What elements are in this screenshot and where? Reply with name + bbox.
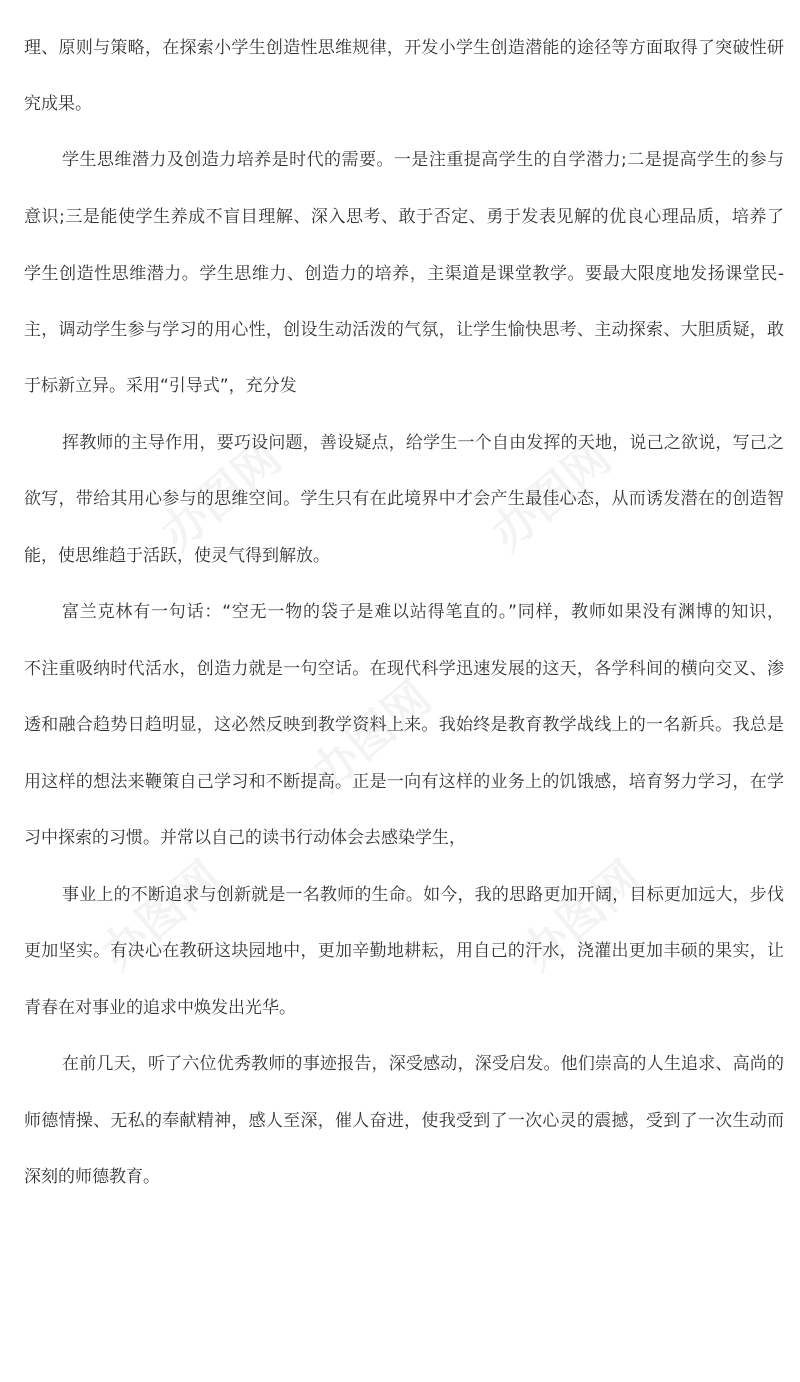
text-line: 不注重吸纳时代活水，创造力就是一句空话。在现代科学迅速发展的这天，各学科间的横向交叉、渗	[24, 659, 784, 679]
text-line: 能，使思维趋于活跃，使灵气得到解放。	[24, 546, 330, 566]
text-line: 习中探索的习惯。并常以自己的读书行动体会去感染学生，	[24, 828, 466, 848]
text-line: 富兰克林有一句话：“空无一物的袋子是难以站得笔直的。”同样，教师如果没有渊博的知识，	[62, 602, 784, 622]
text-line: 究成果。	[24, 94, 92, 114]
text-line: 深刻的师德教育。	[24, 1167, 160, 1187]
text-line: 用这样的想法来鞭策自己学习和不断提高。正是一向有这样的业务上的饥饿感，培育努力学习，在学	[24, 772, 784, 792]
text-line: 于标新立异。采用“引导式”，充分发	[24, 376, 297, 396]
text-line: 透和融合趋势日趋明显，这必然反映到教学资料上来。我始终是教育教学战线上的一名新兵。我总是	[24, 715, 784, 735]
text-line: 理、原则与策略，在探索小学生创造性思维规律，开发小学生创造潜能的途径等方面取得了突破性研	[24, 38, 784, 58]
text-line: 师德情操、无私的奉献精神，感人至深，催人奋进，使我受到了一次心灵的震撼，受到了一次生动而	[24, 1111, 784, 1131]
text-line: 学生思维潜力及创造力培养是时代的需要。一是注重提高学生的自学潜力;二是提高学生的参与	[62, 150, 784, 170]
text-line: 主，调动学生参与学习的用心性，创设生动活泼的气氛，让学生愉快思考、主动探索、大胆质疑，敢	[24, 320, 784, 340]
text-line: 更加坚实。有决心在教研这块园地中，更加辛勤地耕耘，用自己的汗水，浇灌出更加丰硕的果实，让	[24, 941, 784, 961]
text-line: 意识;三是能使学生养成不盲目理解、深入思考、敢于否定、勇于发表见解的优良心理品质，培养了	[24, 207, 784, 227]
text-line: 学生创造性思维潜力。学生思维力、创造力的培养，主渠道是课堂教学。要最大限度地发扬课堂民-	[24, 264, 784, 284]
text-line: 挥教师的主导作用，要巧设问题，善设疑点，给学生一个自由发挥的天地，说己之欲说，写己之	[62, 433, 784, 453]
text-line: 事业上的不断追求与创新就是一名教师的生命。如今，我的思路更加开阔，目标更加远大，步伐	[62, 885, 784, 905]
text-line: 在前几天，听了六位优秀教师的事迹报告，深受感动，深受启发。他们崇高的人生追求、高尚的	[62, 1054, 784, 1074]
text-line: 欲写，带给其用心参与的思维空间。学生只有在此境界中才会产生最佳心态，从而诱发潜在的创造智	[24, 489, 784, 509]
text-line: 青春在对事业的追求中焕发出光华。	[24, 998, 296, 1018]
